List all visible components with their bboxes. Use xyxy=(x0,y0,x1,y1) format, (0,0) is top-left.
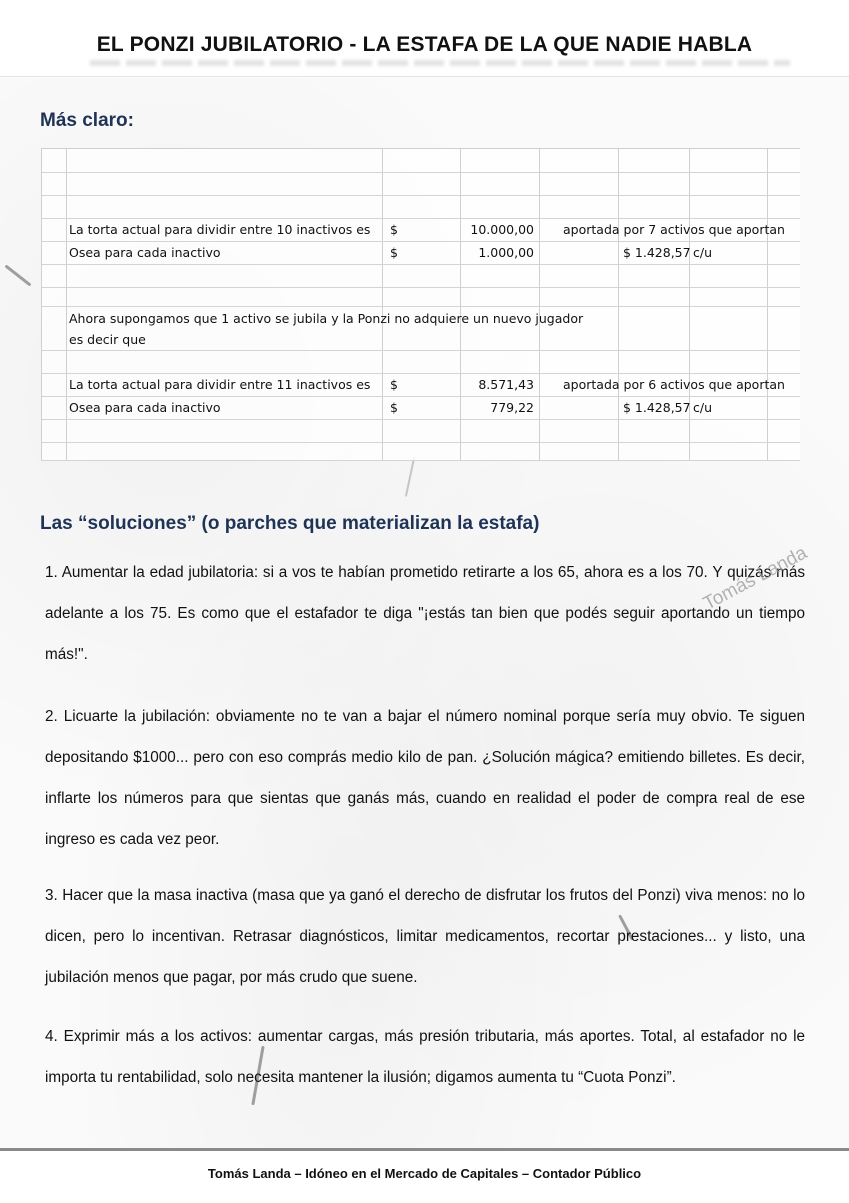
scratch-mark xyxy=(405,457,415,497)
scratch-mark xyxy=(4,264,31,286)
page-header xyxy=(0,0,849,77)
cell-label: La torta actual para dividir entre 10 inactivos es xyxy=(69,222,371,237)
cell-note-amount: $ 1.428,57 xyxy=(623,400,691,415)
cell-currency: $ xyxy=(390,222,398,237)
blurred-subtitle xyxy=(90,60,790,66)
spreadsheet-image xyxy=(41,148,800,461)
list-item: 4. Exprimir más a los activos: aumentar cargas, más presión tributaria, más aportes. Total, al estafador no le importa tu rentabilidad, solo necesita mantener la ilusión; digamos aumenta tu “Cuota Ponzi”. xyxy=(45,1028,805,1086)
cell-text: es decir que xyxy=(69,332,146,347)
footer-credit: Tomás Landa – Idóneo en el Mercado de Capitales – Contador Público xyxy=(207,1166,642,1181)
cell-amount: 779,22 xyxy=(490,400,534,415)
cell-label: Osea para cada inactivo xyxy=(69,400,221,415)
cell-note: aportada por 6 activos que aportan xyxy=(563,377,785,392)
cell-note-unit: c/u xyxy=(693,400,713,415)
section-title-soluciones: Las “soluciones” (o parches que materializan la estafa) xyxy=(40,513,540,534)
cell-label: Osea para cada inactivo xyxy=(69,245,221,260)
cell-amount: 10.000,00 xyxy=(470,222,534,237)
list-item: 2. Licuarte la jubilación: obviamente no te van a bajar el número nominal porque sería muy obvio. Te siguen depositando $1000... pero con eso comprás medio kilo de pan. ¿Solución mágica? emitiendo billetes. Es decir, inflarte los números para que sientas que ganás más, cuando en realidad el poder de compra real de ese ingreso es cada vez peor. xyxy=(45,708,805,848)
page-title: EL PONZI JUBILATORIO - LA ESTAFA DE LA QUE NADIE HABLA xyxy=(96,33,753,56)
list-item: 1. Aumentar la edad jubilatoria: si a vos te habían prometido retirarte a los 65, ahora es a los 70. Y quizás más adelante a los 75. Es como que el estafador te diga "¡estás tan bien que podés seguir aportando un tiempo más!". xyxy=(45,564,805,663)
cell-note-amount: $ 1.428,57 xyxy=(623,245,691,260)
cell-amount: 1.000,00 xyxy=(478,245,534,260)
watermark: Tomás Landa xyxy=(700,542,811,615)
cell-text: Ahora supongamos que 1 activo se jubila y la Ponzi no adquiere un nuevo jugador xyxy=(69,311,584,326)
cell-currency: $ xyxy=(390,245,398,260)
cell-currency: $ xyxy=(390,400,398,415)
cell-label: La torta actual para dividir entre 11 inactivos es xyxy=(69,377,371,392)
cell-currency: $ xyxy=(390,377,398,392)
page-footer xyxy=(0,1148,849,1203)
cell-amount: 8.571,43 xyxy=(478,377,534,392)
section-title-mas-claro: Más claro: xyxy=(40,110,134,131)
cell-note: aportada por 7 activos que aportan xyxy=(563,222,785,237)
cell-note-unit: c/u xyxy=(693,245,713,260)
list-item: 3. Hacer que la masa inactiva (masa que ya ganó el derecho de disfrutar los frutos del Ponzi) viva menos: no lo dicen, pero lo incentivan. Retrasar diagnósticos, limitar medicamentos, recortar prestaciones... y listo, una jubilación menos que pagar, por más crudo que suene. xyxy=(45,887,805,986)
